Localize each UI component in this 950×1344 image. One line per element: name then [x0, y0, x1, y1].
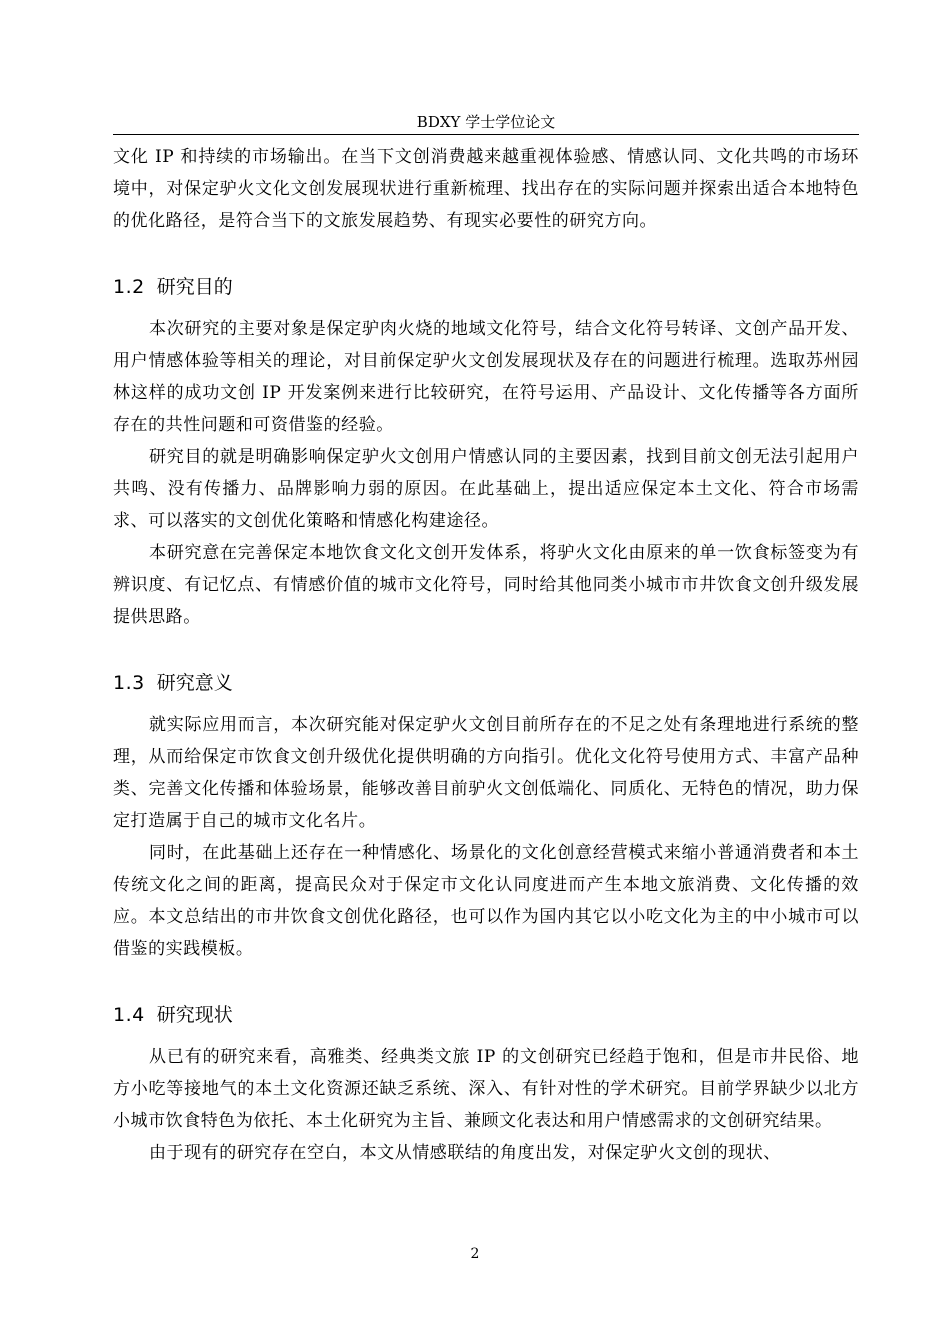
body-paragraph: 研究目的就是明确影响保定驴火文创用户情感认同的主要因素，找到目前文创无法引起用户共鸣、没有传播力、品牌影响力弱的原因。在此基础上，提出适应保定本土文化、符合市场需求、可以落实的文创优化策略和情感化构建途径。: [113, 447, 859, 531]
section-title: 研究目的: [156, 276, 233, 298]
body-paragraph: 同时，在此基础上还存在一种情感化、场景化的文化创意经营模式来缩小普通消费者和本土传统文化之间的距离，提高民众对于保定市文化认同度进而产生本地文旅消费、文化传播的效应。本文总结出的市井饮食文创优化路径，也可以作为国内其它以小吃文化为主的中小城市可以借鉴的实践模板。: [113, 843, 859, 959]
section-number: 1.3: [113, 672, 145, 694]
section-heading-1-4: [113, 1002, 859, 1028]
section-title: 研究意义: [156, 672, 233, 694]
section-title: 研究现状: [156, 1004, 233, 1026]
running-header-title: BDXY 学士学位论文: [416, 113, 556, 131]
section-number: 1.4: [113, 1004, 145, 1026]
intro-continuation-paragraph: 文化 IP 和持续的市场输出。在当下文创消费越来越重视体验感、情感认同、文化共鸣的市场环境中，对保定驴火文化文创发展现状进行重新梳理、找出存在的实际问题并探索出适合本地特色的优化路径，是符合当下的文旅发展趋势、有现实必要性的研究方向。: [113, 147, 859, 231]
section-heading-1-3: [113, 670, 859, 696]
section-number: 1.2: [113, 276, 145, 298]
body-paragraph: 从已有的研究来看，高雅类、经典类文旅 IP 的文创研究已经趋于饱和，但是市井民俗、地方小吃等接地气的本土文化资源还缺乏系统、深入、有针对性的学术研究。目前学界缺少以北方小城市饮食特色为依托、本土化研究为主旨、兼顾文化表达和用户情感需求的文创研究结果。: [113, 1047, 859, 1131]
body-paragraph: 就实际应用而言，本次研究能对保定驴火文创目前所存在的不足之处有条理地进行系统的整理，从而给保定市饮食文创升级优化提供明确的方向指引。优化文化符号使用方式、丰富产品种类、完善文化传播和体验场景，能够改善目前驴火文创低端化、同质化、无特色的情况，助力保定打造属于自己的城市文化名片。: [113, 715, 859, 831]
body-paragraph: 本研究意在完善保定本地饮食文化文创开发体系，将驴火文化由原来的单一饮食标签变为有辨识度、有记忆点、有情感价值的城市文化符号，同时给其他同类小城市市井饮食文创升级发展提供思路。: [113, 543, 859, 627]
body-paragraph: 由于现有的研究存在空白，本文从情感联结的角度出发，对保定驴火文创的现状、: [149, 1143, 781, 1163]
header-divider: [113, 134, 859, 135]
page-number: 2: [470, 1246, 480, 1262]
section-heading-1-2: [113, 274, 859, 300]
body-paragraph: 本次研究的主要对象是保定驴肉火烧的地域文化符号，结合文化符号转译、文创产品开发、用户情感体验等相关的理论，对目前保定驴火文创发展现状及存在的问题进行梳理。选取苏州园林这样的成功文创 IP 开发案例来进行比较研究，在符号运用、产品设计、文化传播等各方面所存在的共性问题和可资借鉴的经验。: [113, 319, 859, 435]
page-content: [113, 141, 859, 1169]
